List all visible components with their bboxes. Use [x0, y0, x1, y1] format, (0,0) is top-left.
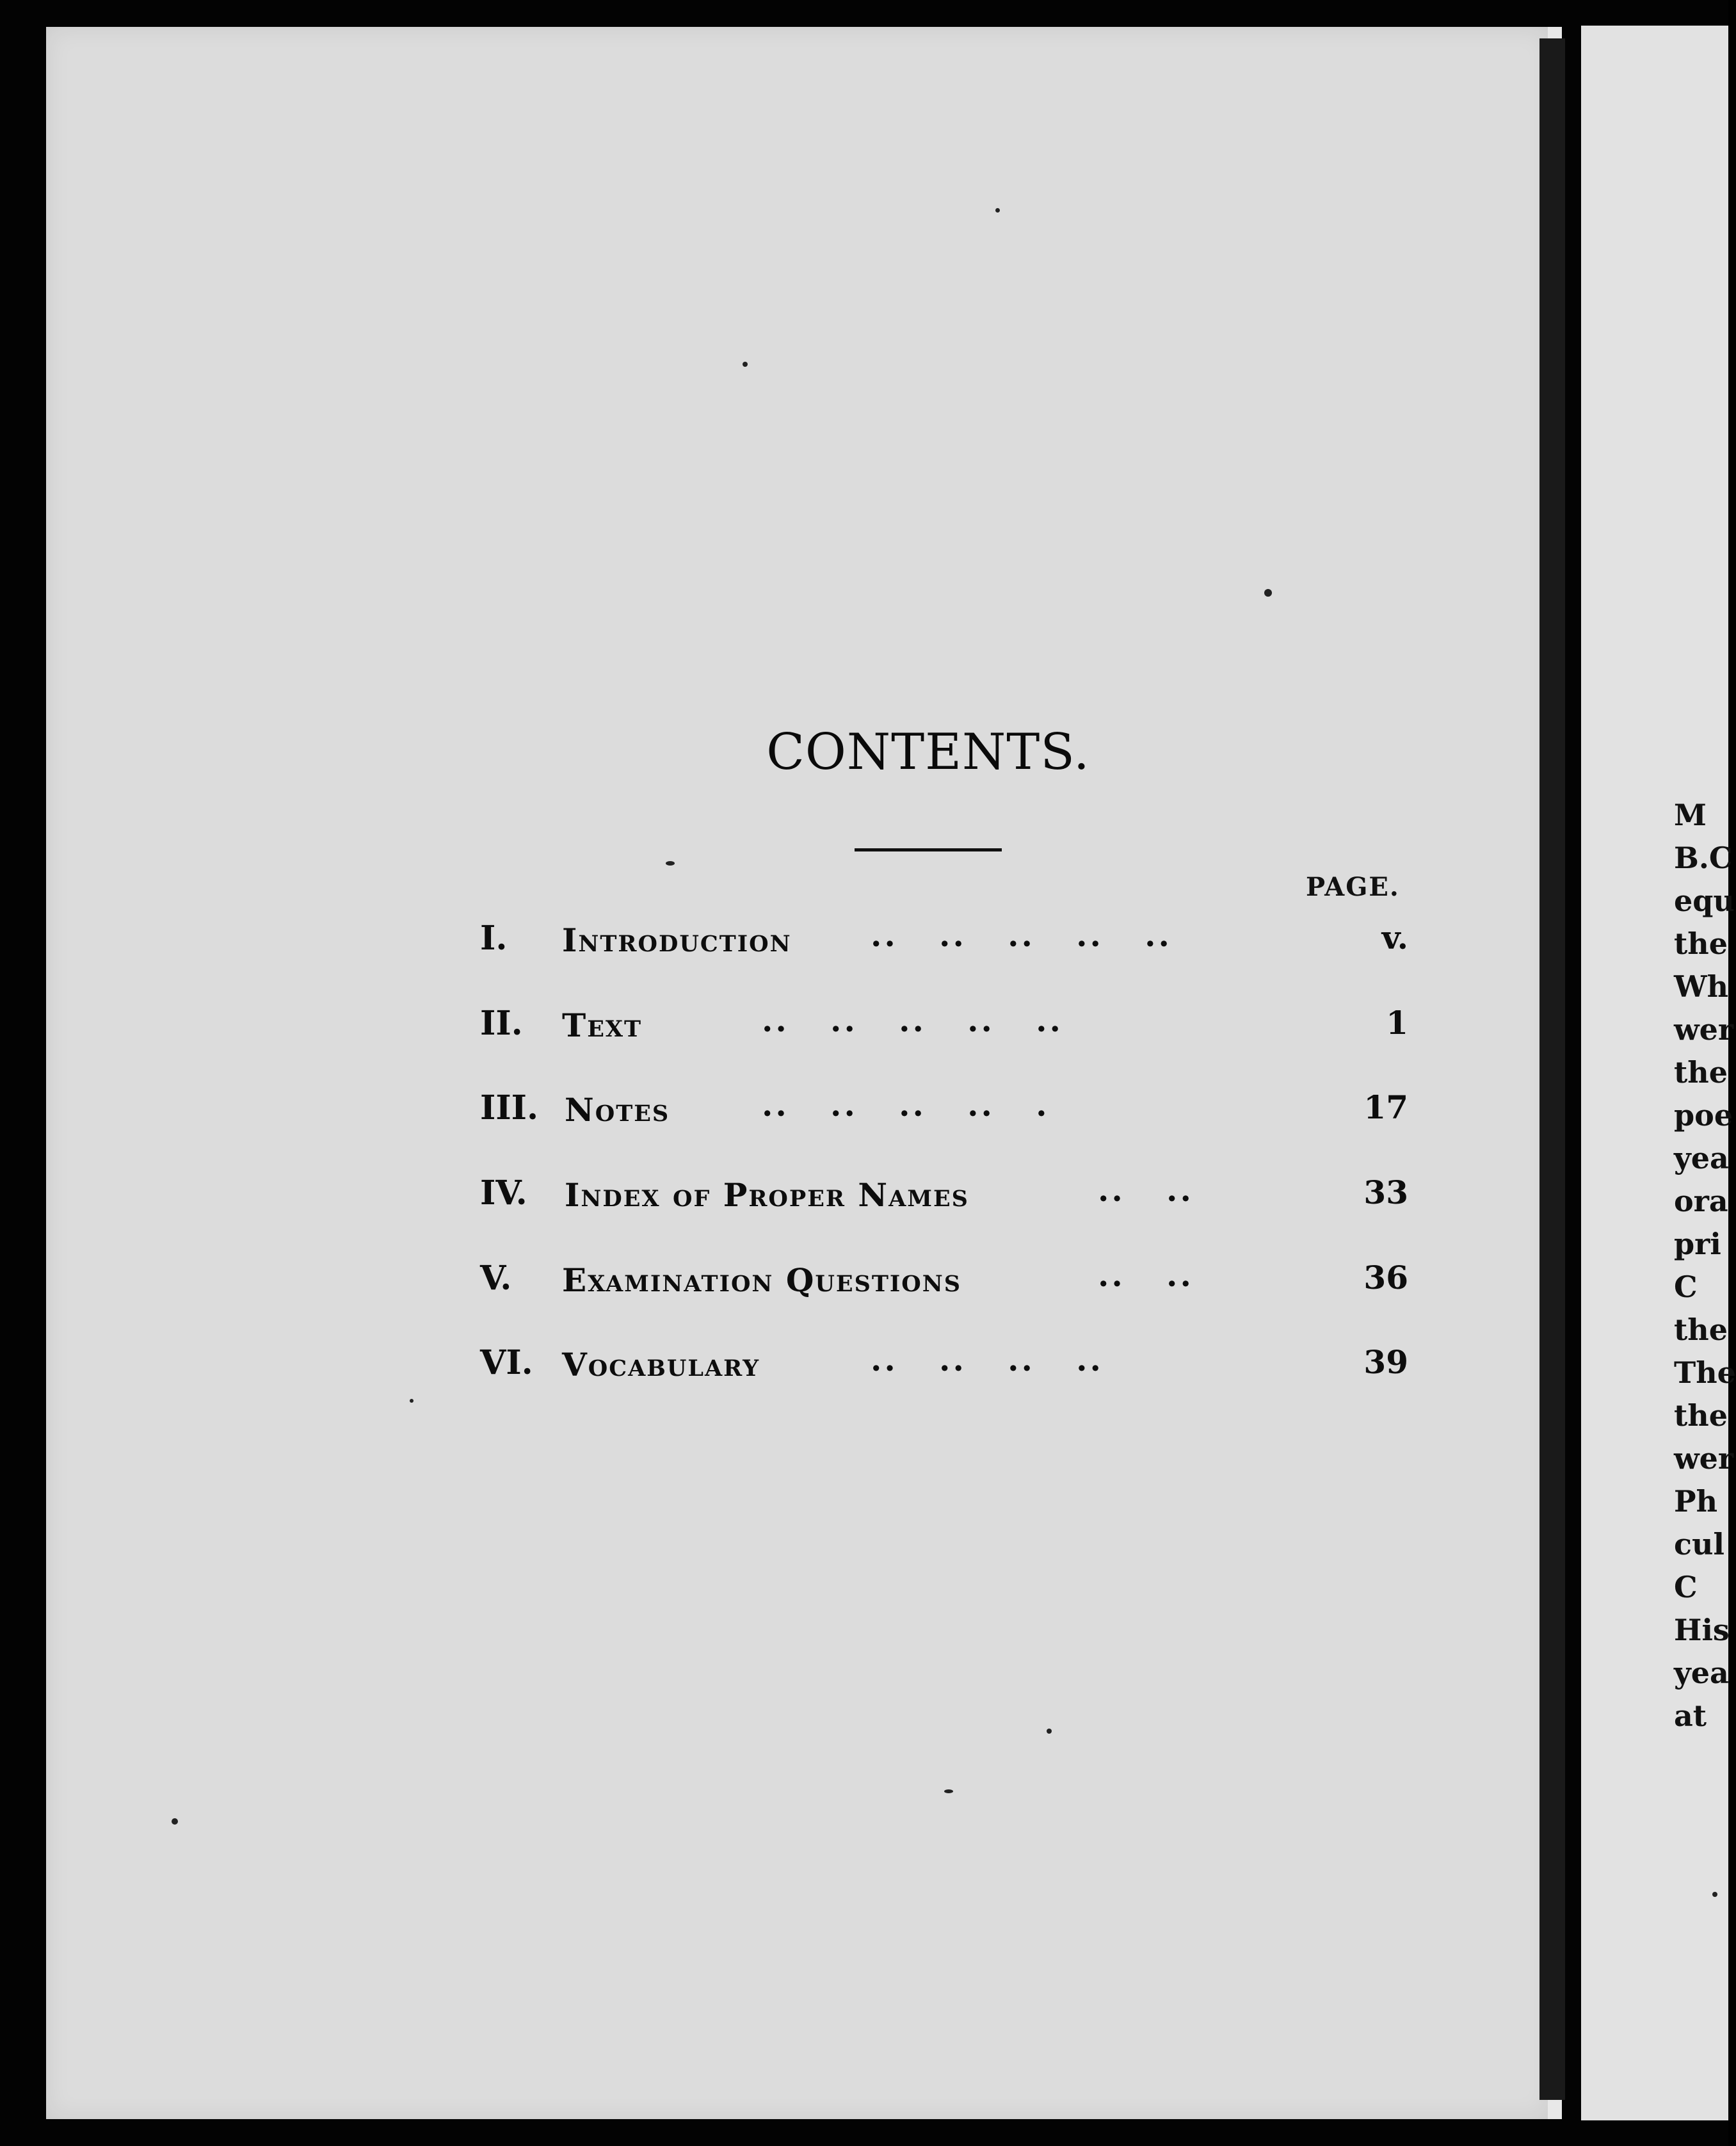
facing-line: the	[1674, 926, 1728, 961]
toc-entry-number: II.	[480, 1004, 523, 1043]
toc-entry-page: v.	[1381, 919, 1408, 956]
scan-speck	[995, 208, 1000, 213]
facing-line: The	[1674, 1355, 1736, 1390]
toc-leader-dots: .. .. .. ..	[871, 1341, 1104, 1378]
facing-line: C	[1674, 1570, 1698, 1604]
facing-line: cul	[1674, 1527, 1724, 1561]
toc-leader-dots: .. .. .. .. ..	[762, 1001, 1063, 1039]
facing-line: at	[1674, 1698, 1707, 1733]
facing-line: pri	[1674, 1227, 1721, 1261]
toc-entry-number: IV.	[480, 1174, 527, 1213]
facing-line: the	[1674, 1398, 1728, 1433]
toc-entry	[480, 1256, 1415, 1310]
scan-speck	[666, 861, 675, 866]
toc-entry-page: 39	[1363, 1343, 1408, 1381]
toc-entry-page: 36	[1363, 1259, 1408, 1296]
scan-speck	[944, 1789, 953, 1793]
scan-speck	[1712, 1892, 1717, 1897]
toc-entry-title: Introduction	[562, 921, 792, 959]
toc-entry-number: VI.	[480, 1343, 533, 1382]
facing-line: M	[1674, 798, 1707, 832]
toc-entry-number: III.	[480, 1088, 539, 1127]
book-spine-shadow	[1539, 38, 1565, 2100]
toc-entry-title: Index of Proper Names	[565, 1176, 969, 1214]
toc-entry	[480, 1171, 1415, 1225]
scan-speck	[743, 362, 748, 367]
facing-line: yea	[1674, 1141, 1729, 1175]
scan-speck	[172, 1818, 178, 1825]
page-column-header: PAGE.	[1306, 872, 1400, 902]
toc-entry-title: Notes	[565, 1091, 670, 1129]
facing-line: His	[1674, 1613, 1730, 1647]
scan-speck	[410, 1399, 414, 1403]
facing-line: ora	[1674, 1184, 1728, 1218]
facing-line: C	[1674, 1270, 1698, 1304]
toc-entry-page: 33	[1363, 1174, 1408, 1211]
facing-line: equ	[1674, 883, 1735, 918]
toc-entry-page: 17	[1363, 1088, 1408, 1126]
toc-entry	[480, 1001, 1415, 1055]
toc-entry-page: 1	[1386, 1004, 1408, 1042]
facing-line: yea	[1674, 1656, 1729, 1690]
toc-entry-number: V.	[480, 1259, 512, 1298]
toc-leader-dots: .. ..	[1098, 1256, 1194, 1294]
left-book-page	[46, 27, 1550, 2119]
facing-line: the	[1674, 1312, 1728, 1347]
toc-entry-title: Examination Questions	[562, 1261, 962, 1299]
toc-entry-title: Vocabulary	[562, 1346, 760, 1384]
toc-entry	[480, 1088, 1415, 1140]
scan-speck	[1264, 589, 1272, 597]
facing-line: B.C	[1674, 841, 1733, 875]
toc-entry	[480, 916, 1415, 970]
facing-line: Ph	[1674, 1484, 1718, 1519]
toc-entry	[480, 1343, 1415, 1394]
toc-leader-dots: .. .. .. .. .	[762, 1086, 1050, 1124]
toc-entry-number: I.	[480, 919, 508, 958]
scan-speck	[1047, 1729, 1052, 1734]
facing-line: wer	[1674, 1012, 1734, 1047]
toc-leader-dots: .. ..	[1098, 1171, 1194, 1209]
toc-leader-dots: .. .. .. .. ..	[871, 916, 1172, 954]
facing-page-text	[1674, 794, 1736, 1738]
facing-line: wer	[1674, 1441, 1734, 1476]
facing-line: the	[1674, 1055, 1728, 1090]
contents-heading: CONTENTS.	[766, 723, 1090, 781]
facing-line: Wh	[1674, 969, 1729, 1004]
heading-rule	[855, 848, 1002, 851]
toc-entry-title: Text	[562, 1006, 643, 1044]
facing-line: poe	[1674, 1098, 1733, 1133]
